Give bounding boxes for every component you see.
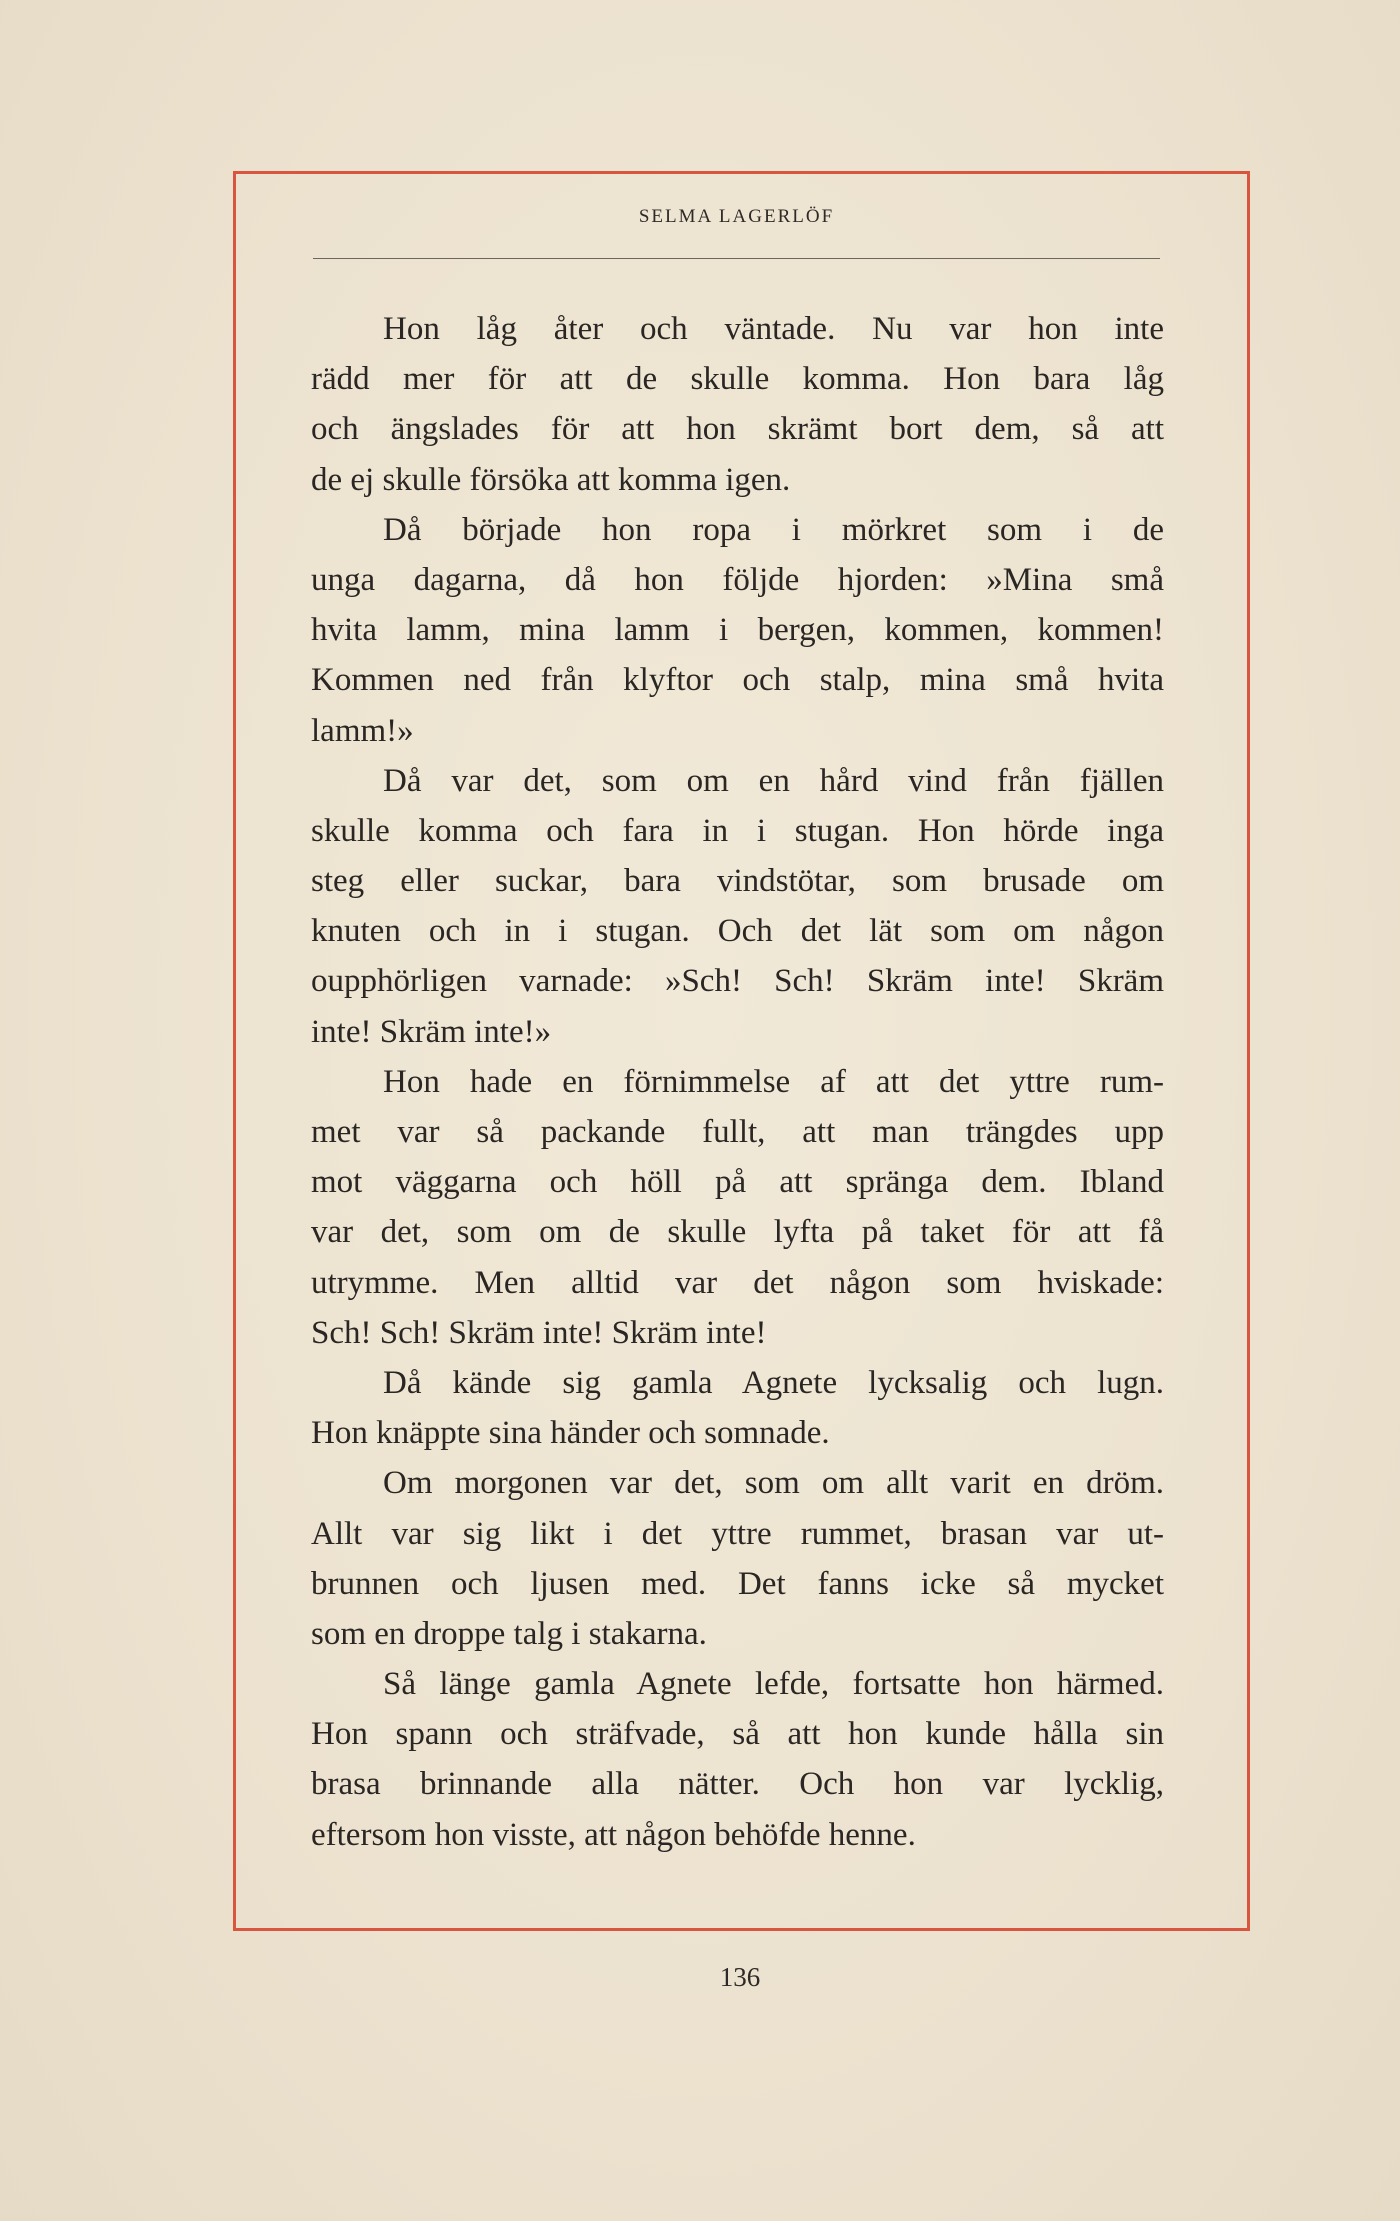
text-line: Allt var sig likt i det yttre rummet, brasan var ut- <box>311 1515 1164 1552</box>
text-line: Hon hade en förnimmelse af att det yttre rum- <box>383 1063 1164 1100</box>
text-line: unga dagarna, då hon följde hjorden: »Mina små <box>311 561 1164 598</box>
text-line: de ej skulle försöka att komma igen. <box>311 461 791 498</box>
text-line: Om morgonen var det, som om allt varit en dröm. <box>383 1465 1164 1502</box>
text-line: lamm!» <box>311 712 414 749</box>
text-line: och ängslades för att hon skrämt bort dem, så att <box>311 411 1164 448</box>
text-line: brasa brinnande alla nätter. Och hon var lycklig, <box>311 1766 1164 1803</box>
text-line: Hon knäppte sina händer och somnade. <box>311 1415 830 1452</box>
text-line: rädd mer för att de skulle komma. Hon bara låg <box>311 361 1164 398</box>
text-line: steg eller suckar, bara vindstötar, som brusade om <box>311 863 1164 900</box>
text-line: Då kände sig gamla Agnete lycksalig och lugn. <box>383 1364 1164 1401</box>
text-line: Så länge gamla Agnete lefde, fortsatte hon härmed. <box>383 1666 1164 1703</box>
text-line: Kommen ned från klyftor och stalp, mina små hvita <box>311 662 1164 699</box>
text-line: Hon spann och sträfvade, så att hon kunde hålla sin <box>311 1716 1164 1753</box>
text-line: brunnen och ljusen med. Det fanns icke så mycket <box>311 1565 1164 1602</box>
text-line: skulle komma och fara in i stugan. Hon hörde inga <box>311 812 1164 849</box>
text-line: knuten och in i stugan. Och det lät som om någon <box>311 913 1164 950</box>
text-line: oupphörligen varnade: »Sch! Sch! Skräm inte! Skräm <box>311 963 1164 1000</box>
text-line: var det, som om de skulle lyfta på taket för att få <box>311 1214 1164 1251</box>
text-line: hvita lamm, mina lamm i bergen, kommen, kommen! <box>311 612 1164 649</box>
text-line: utrymme. Men alltid var det någon som hviskade: <box>311 1264 1164 1301</box>
text-line: eftersom hon visste, att någon behöfde henne. <box>311 1816 916 1853</box>
text-line: Då var det, som om en hård vind från fjällen <box>383 762 1164 799</box>
running-header: SELMA LAGERLÖF <box>638 206 835 227</box>
header-rule <box>313 258 1160 259</box>
text-line: mot väggarna och höll på att spränga dem. Ibland <box>311 1164 1164 1201</box>
text-line: met var så packande fullt, att man trängdes upp <box>311 1114 1164 1150</box>
page-number: 136 <box>719 1962 761 1992</box>
text-line: som en droppe talg i stakarna. <box>311 1615 707 1652</box>
text-line: Då började hon ropa i mörkret som i de <box>383 511 1164 548</box>
text-line: inte! Skräm inte!» <box>311 1013 552 1050</box>
text-line: Hon låg åter och väntade. Nu var hon inte <box>383 311 1164 347</box>
text-line: Sch! Sch! Skräm inte! Skräm inte! <box>311 1314 767 1351</box>
body-text <box>311 304 1164 1860</box>
